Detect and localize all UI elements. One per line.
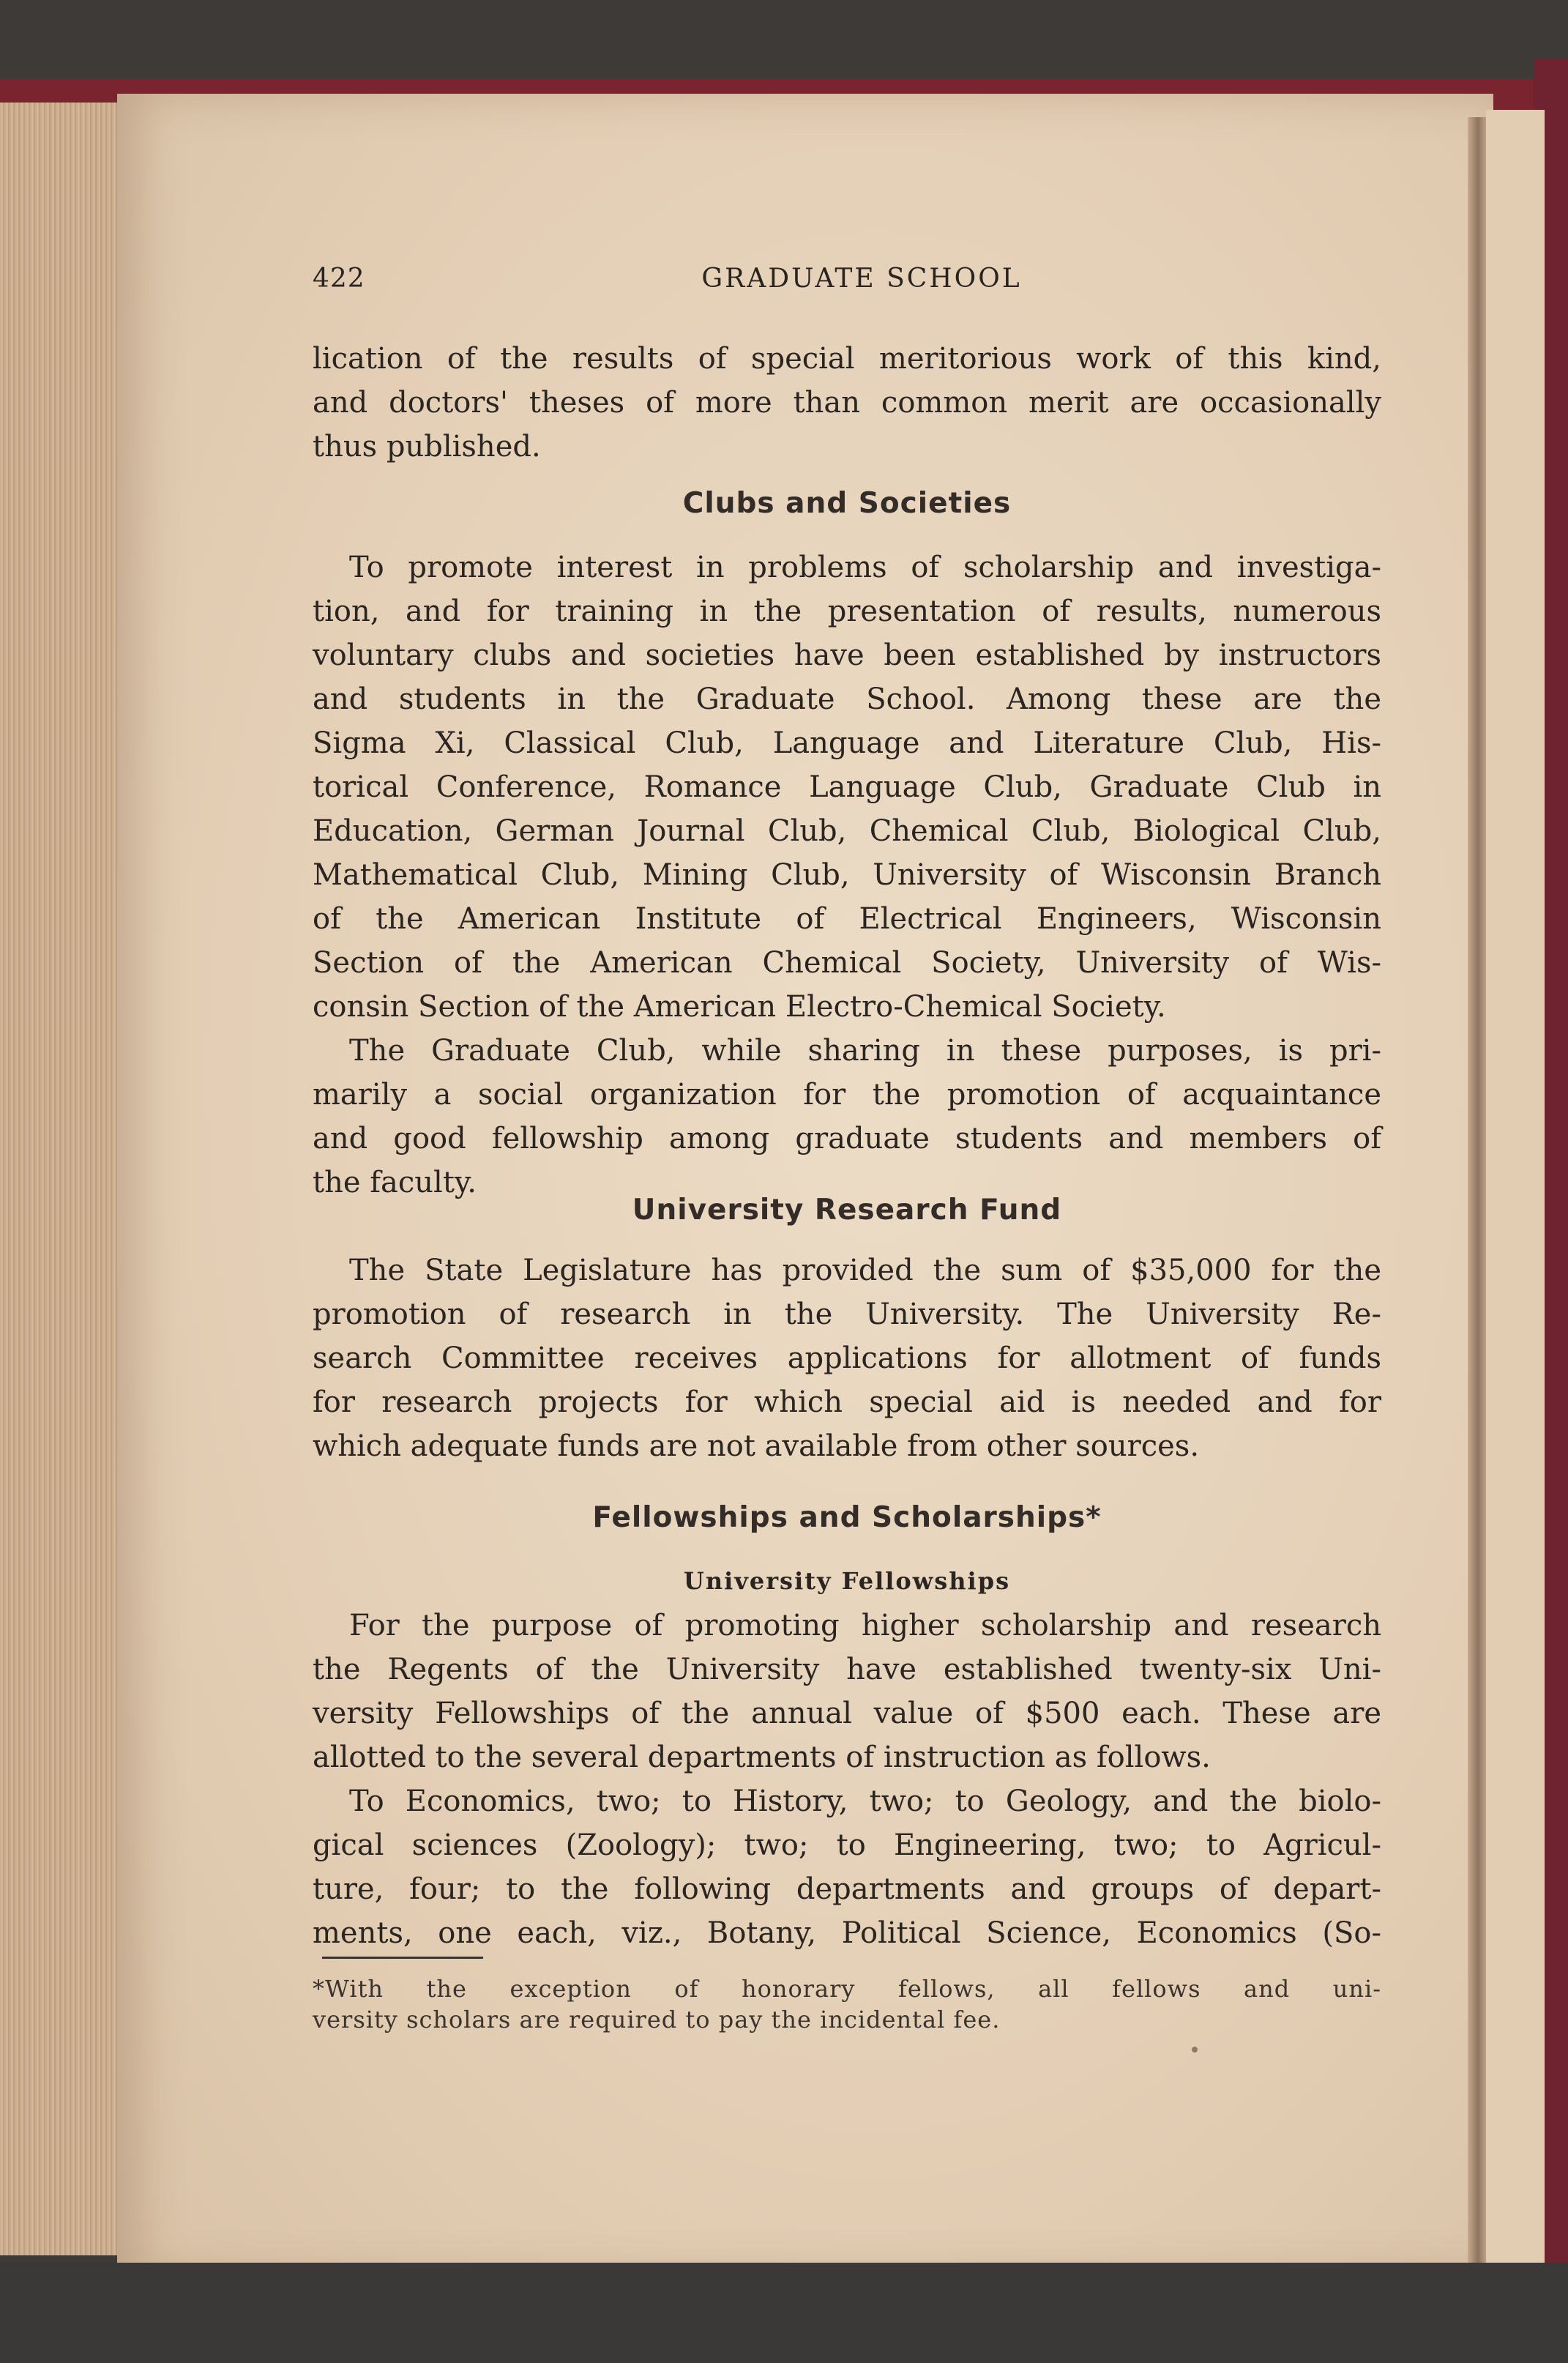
text-line: lication of the results of special meritorious work of this kind, — [313, 342, 1381, 376]
section-heading-clubs: Clubs and Societies — [682, 487, 1012, 520]
subheading-university-fellowships: University Fellowships — [683, 1567, 1011, 1595]
text-line: Mathematical Club, Mining Club, University of Wisconsin Branch — [313, 858, 1381, 892]
text-line: ture, four; to the following departments and groups of depart- — [313, 1872, 1381, 1906]
facing-page-sliver — [1486, 110, 1545, 2285]
running-head — [313, 264, 1381, 300]
page-number: 422 — [313, 264, 365, 294]
text-line: Sigma Xi, Classical Club, Language and Literature Club, His- — [313, 726, 1381, 760]
text-line: consin Section of the American Electro-Chemical Society. — [313, 990, 1166, 1024]
footnote — [313, 1973, 1381, 2035]
paragraph-research-fund — [313, 1249, 1381, 1468]
text-line: To promote interest in problems of scholarship and investiga- — [349, 551, 1381, 584]
text-line: To Economics, two; to History, two; to Geology, and the biolo- — [349, 1785, 1381, 1818]
paragraph-continuation — [313, 337, 1381, 469]
text-line: and students in the Graduate School. Among these are the — [313, 682, 1381, 716]
running-head-title: GRADUATE SCHOOL — [701, 264, 1022, 294]
text-line: the Regents of the University have established twenty-six Uni- — [313, 1653, 1381, 1686]
section-heading-research-fund: University Research Fund — [632, 1194, 1062, 1227]
text-line: marily a social organization for the promotion of acquaintance — [313, 1078, 1381, 1112]
ink-speck — [1192, 2047, 1198, 2053]
text-line: versity Fellowships of the annual value of $500 each. These are — [313, 1697, 1381, 1730]
text-line: which adequate funds are not available from other sources. — [313, 1429, 1200, 1463]
section-heading-fellowships: Fellowships and Scholarships* — [592, 1501, 1102, 1534]
text-line: of the American Institute of Electrical Engineers, Wisconsin — [313, 902, 1381, 936]
text-line: voluntary clubs and societies have been established by instructors — [313, 639, 1381, 672]
text-line: the faculty. — [313, 1166, 477, 1199]
text-line: thus published. — [313, 430, 541, 464]
text-line: torical Conference, Romance Language Club, Graduate Club in — [313, 770, 1381, 804]
text-line: The State Legislature has provided the sum of $35,000 for the — [349, 1254, 1381, 1287]
text-line: ments, one each, viz., Botany, Political Science, Economics (So- — [313, 1916, 1381, 1950]
text-line: For the purpose of promoting higher scholarship and research — [349, 1609, 1381, 1642]
text-line: tion, and for training in the presentation of results, numerous — [313, 595, 1381, 628]
text-line: search Committee receives applications for allotment of funds — [313, 1341, 1381, 1375]
background-bottom — [0, 2263, 1568, 2363]
text-line: allotted to the several departments of instruction as follows. — [313, 1741, 1211, 1774]
text-line: Education, German Journal Club, Chemical Club, Biological Club, — [313, 814, 1381, 848]
footnote-line: versity scholars are required to pay the incidental fee. — [313, 2006, 1001, 2033]
paragraph-fellowships — [313, 1604, 1381, 1955]
text-line: for research projects for which special aid is needed and for — [313, 1385, 1381, 1419]
paragraph-clubs — [313, 546, 1381, 1205]
book-gutter — [1468, 117, 1488, 2285]
text-line: and doctors' theses of more than common merit are occasionally — [313, 386, 1381, 420]
text-line: and good fellowship among graduate students and members of — [313, 1122, 1381, 1156]
text-line: Section of the American Chemical Society, University of Wis- — [313, 946, 1381, 980]
text-line: The Graduate Club, while sharing in these purposes, is pri- — [349, 1034, 1381, 1068]
footnote-rule — [322, 1957, 483, 1959]
text-line: promotion of research in the University. The University Re- — [313, 1298, 1381, 1331]
text-line: gical sciences (Zoology); two; to Engineering, two; to Agricul- — [313, 1828, 1381, 1862]
footnote-line: *With the exception of honorary fellows, all fellows and uni- — [313, 1975, 1381, 2003]
